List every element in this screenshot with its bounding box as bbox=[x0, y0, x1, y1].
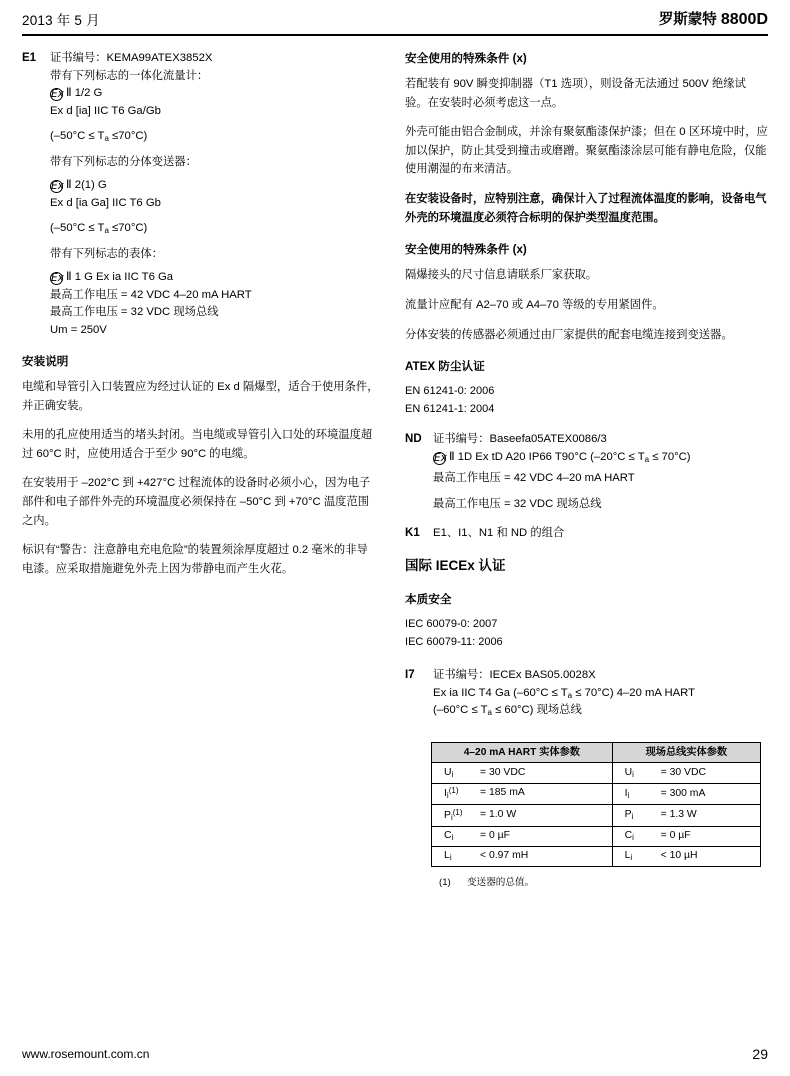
e1-mark2 bbox=[50, 177, 379, 195]
e1-mark2-text: Ⅱ 2(1) G bbox=[66, 179, 107, 191]
entry-code-e1: E1 bbox=[22, 52, 37, 64]
special2-paragraph-1: 隔爆接头的尺寸信息请联系厂家获取。 bbox=[405, 269, 598, 282]
param-cell-hart bbox=[432, 805, 613, 826]
header-date: 2013 年 5 月 bbox=[22, 13, 100, 28]
e1-voltage1: 最高工作电压 = 42 VDC 4–20 mA HART bbox=[50, 288, 252, 301]
entry-body-i7 bbox=[433, 667, 768, 720]
entry-nd bbox=[405, 431, 768, 513]
page-header bbox=[22, 0, 768, 36]
i7-cert-value: IECEx BAS05.0028X bbox=[489, 669, 596, 682]
nd-cert-label: 证书编号： bbox=[433, 433, 490, 446]
param-symbol: $U_i$ bbox=[624, 766, 634, 779]
special-paragraph-1: 若配装有 90V 瞬变抑制器（T1 选项），则设备无法通过 500V 绝缘试验。在安装时必须考虑这一点。 bbox=[405, 77, 746, 109]
e1-temp2 bbox=[50, 220, 379, 238]
e1-temp1 bbox=[50, 128, 379, 146]
iec-standard-2: IEC 60079-11: 2006 bbox=[405, 636, 503, 648]
param-symbol: $L_i$ bbox=[444, 850, 452, 863]
i7-line1-b: ≤ 70°C) 4–20 mA HART bbox=[572, 686, 696, 699]
e1-sensor-line: 带有下列标志的表体： bbox=[50, 247, 163, 260]
e1-temp1-b: ≤70°C) bbox=[108, 130, 148, 142]
table-row bbox=[432, 826, 761, 846]
two-column-body bbox=[22, 50, 768, 891]
entity-parameters-table bbox=[431, 742, 761, 868]
param-value: < 10 µH bbox=[660, 850, 698, 862]
i7-cert-label: 证书编号： bbox=[433, 669, 490, 682]
e1-cert-line bbox=[50, 50, 379, 68]
entry-code-i7: I7 bbox=[405, 669, 415, 682]
param-cell-fieldbus bbox=[612, 846, 760, 866]
param-value: = 1.0 W bbox=[480, 808, 517, 820]
e1-temp1-a: (–50°C ≤ T bbox=[50, 130, 105, 142]
ex-hexagon-icon: Ex bbox=[434, 451, 447, 464]
e1-cert-value: KEMA99ATEX3852X bbox=[106, 52, 213, 64]
param-cell-hart bbox=[432, 826, 613, 846]
ex-hexagon-icon: Ex bbox=[51, 88, 64, 100]
i7-line2-a: (–60°C ≤ T bbox=[433, 704, 488, 717]
param-symbol: $L_i$ bbox=[624, 850, 633, 863]
i7-line1-sub: a bbox=[567, 690, 573, 700]
entry-body-k1: E1、I1、N1 和 ND 的组合 bbox=[433, 527, 565, 540]
footnote-text: 变送器的总值。 bbox=[467, 877, 535, 889]
param-cell-fieldbus bbox=[612, 805, 760, 826]
param-symbol: $C_i$ bbox=[444, 830, 454, 843]
entry-code-k1: K1 bbox=[405, 527, 420, 540]
i7-line1-a: Ex ia IIC T4 Ga (–60°C ≤ T bbox=[433, 686, 568, 699]
nd-mark-text: Ⅱ 1D Ex tD A20 IP66 T90°C (–20°C ≤ T bbox=[449, 450, 645, 463]
param-value: = 1.3 W bbox=[660, 809, 697, 821]
nd-voltage2: 最高工作电压 = 32 VDC 现场总线 bbox=[433, 497, 602, 510]
ex-hexagon-icon: Ex bbox=[51, 272, 64, 284]
install-paragraph-3: 在安装用于 –202°C 到 +427°C 过程流体的设备时必须小心，因为电子部件和电子部件外壳的环境温度必须保持在 –50°C 到 +70°C 温度范围之内。 bbox=[22, 477, 371, 527]
table-header-hart: 4–20 mA HART 实体参数 bbox=[432, 742, 613, 763]
param-cell-fieldbus bbox=[612, 826, 760, 846]
entry-body-nd bbox=[433, 431, 768, 513]
param-symbol: $I_i^{(1)}$ bbox=[444, 786, 459, 801]
footer-page-number: 29 bbox=[752, 1046, 768, 1062]
param-value: = 30 VDC bbox=[660, 766, 706, 778]
e1-temp2-b: ≤70°C) bbox=[108, 222, 148, 234]
entry-k1 bbox=[405, 525, 768, 543]
table-row bbox=[432, 783, 761, 804]
e1-cert-label: 证书编号： bbox=[50, 52, 107, 64]
e1-mark2-detail: Ex d [ia Ga] IIC T6 Gb bbox=[50, 196, 161, 209]
param-symbol: $P_i^{(1)}$ bbox=[444, 807, 463, 822]
page-footer bbox=[22, 1046, 768, 1062]
header-brand: 罗斯蒙特 bbox=[658, 12, 717, 28]
table-header-row bbox=[432, 742, 761, 763]
e1-mark3-text: Ⅱ 1 G Ex ia IIC T6 Ga bbox=[66, 271, 174, 283]
install-bold-note: 在安装设备时，应特别注意，确保计入了过程流体温度的影响，设备电气外壳的环境温度必须符合标明的保护类型温度范围。 bbox=[405, 193, 767, 224]
e1-temp2-a: (–50°C ≤ T bbox=[50, 222, 105, 234]
special-conditions-title-1: 安全使用的特殊条件 (x) bbox=[405, 52, 527, 65]
table-row bbox=[432, 805, 761, 826]
install-instructions-title: 安装说明 bbox=[22, 355, 69, 368]
install-paragraph-4: 标识有“警告：注意静电充电危险”的装置须涂厚度超过 0.2 毫米的非导电漆。应采取措施避免外壳上因为带静电而产生火花。 bbox=[22, 544, 368, 575]
header-model: 8800D bbox=[720, 11, 768, 28]
param-cell-fieldbus bbox=[612, 763, 760, 783]
entry-body-e1 bbox=[50, 50, 379, 339]
e1-integrated-line: 带有下列标志的一体化流量计： bbox=[50, 69, 209, 82]
param-value: = 0 µF bbox=[660, 830, 691, 842]
param-symbol: $U_i$ bbox=[444, 766, 454, 779]
e1-mark1-detail: Ex d [ia] IIC T6 Ga/Gb bbox=[50, 104, 161, 117]
e1-mark1-text: Ⅱ 1/2 G bbox=[66, 87, 103, 99]
param-value: = 30 VDC bbox=[480, 766, 526, 778]
e1-temp1-sub: a bbox=[104, 134, 109, 143]
i7-line2-b: ≤ 60°C) 现场总线 bbox=[491, 704, 582, 717]
special2-paragraph-2: 流量计应配有 A2–70 或 A4–70 等级的专用紧固件。 bbox=[405, 298, 664, 311]
nd-voltage1: 最高工作电压 = 42 VDC 4–20 mA HART bbox=[433, 472, 635, 485]
e1-um: Um = 250V bbox=[50, 323, 107, 336]
param-value: = 300 mA bbox=[660, 787, 706, 799]
e1-mark1 bbox=[50, 85, 379, 103]
footnote-number: (1) bbox=[439, 877, 451, 889]
special-conditions-title-2: 安全使用的特殊条件 (x) bbox=[405, 243, 527, 257]
table-footnote bbox=[439, 876, 768, 891]
install-paragraph-2: 未用的孔应使用适当的堵头封闭。当电缆或导管引入口处的环境温度超过 60°C 时，应使用适合于至少 90°C 的电缆。 bbox=[22, 429, 373, 460]
param-cell-fieldbus bbox=[612, 783, 760, 804]
e1-remote-line: 带有下列标志的分体变送器： bbox=[50, 155, 197, 168]
i7-line2 bbox=[433, 702, 768, 720]
table-row bbox=[432, 763, 761, 783]
nd-mark-end: ≤ 70°C) bbox=[649, 450, 691, 463]
nd-mark bbox=[433, 449, 768, 467]
special2-paragraph-3: 分体安装的传感器必须通过由厂家提供的配套电缆连接到变送器。 bbox=[405, 328, 733, 341]
entry-i7 bbox=[405, 667, 768, 720]
param-symbol: $P_i$ bbox=[624, 809, 634, 822]
install-paragraph-1: 电缆和导管引入口装置应为经过认证的 Ex d 隔爆型，适合于使用条件，并正确安装。 bbox=[22, 380, 379, 412]
special-paragraph-2: 外壳可能由铝合金制成，并涂有聚氨酯漆保护漆；但在 0 区环境中时，应加以保护，防止其受到撞击或磨蹭。聚氨酯漆涂层可能有静电危险，仅能使用潮湿的布来清洁。 bbox=[405, 126, 768, 176]
param-cell-hart bbox=[432, 783, 613, 804]
right-column bbox=[405, 50, 768, 891]
intrinsic-safety-title: 本质安全 bbox=[405, 592, 452, 606]
iecex-title: 国际 IECEx 认证 bbox=[405, 558, 506, 574]
param-value: < 0.97 mH bbox=[480, 850, 529, 862]
param-value: = 0 µF bbox=[480, 830, 510, 842]
entry-e1 bbox=[22, 50, 379, 339]
iec-standard-1: IEC 60079-0: 2007 bbox=[405, 617, 498, 630]
nd-cert-line bbox=[433, 431, 768, 449]
nd-mark-sub: a bbox=[644, 454, 650, 464]
param-cell-hart bbox=[432, 763, 613, 783]
footer-url[interactable]: www.rosemount.com.cn bbox=[22, 1047, 150, 1061]
param-symbol: $C_i$ bbox=[624, 830, 634, 843]
left-column bbox=[22, 50, 379, 891]
param-value: = 185 mA bbox=[480, 787, 525, 799]
atex-dust-title: ATEX 防尘认证 bbox=[405, 360, 485, 374]
i7-line2-sub: a bbox=[487, 708, 492, 718]
ex-hexagon-icon: Ex bbox=[51, 180, 64, 192]
table-header-fieldbus: 现场总线实体参数 bbox=[612, 742, 760, 763]
table-row bbox=[432, 846, 761, 866]
i7-cert-line bbox=[433, 667, 768, 685]
header-product bbox=[659, 8, 768, 29]
e1-voltage2: 最高工作电压 = 32 VDC 现场总线 bbox=[50, 306, 219, 318]
nd-cert-value: Baseefa05ATEX0086/3 bbox=[489, 433, 607, 446]
entry-code-nd: ND bbox=[405, 433, 422, 446]
param-symbol: $I_i$ bbox=[624, 787, 630, 800]
e1-temp2-sub: a bbox=[104, 226, 109, 235]
atex-standard-1: EN 61241-0: 2006 bbox=[405, 385, 495, 398]
e1-mark3 bbox=[50, 269, 379, 287]
param-cell-hart bbox=[432, 846, 613, 866]
atex-standard-2: EN 61241-1: 2004 bbox=[405, 403, 495, 416]
i7-line1 bbox=[433, 685, 768, 703]
